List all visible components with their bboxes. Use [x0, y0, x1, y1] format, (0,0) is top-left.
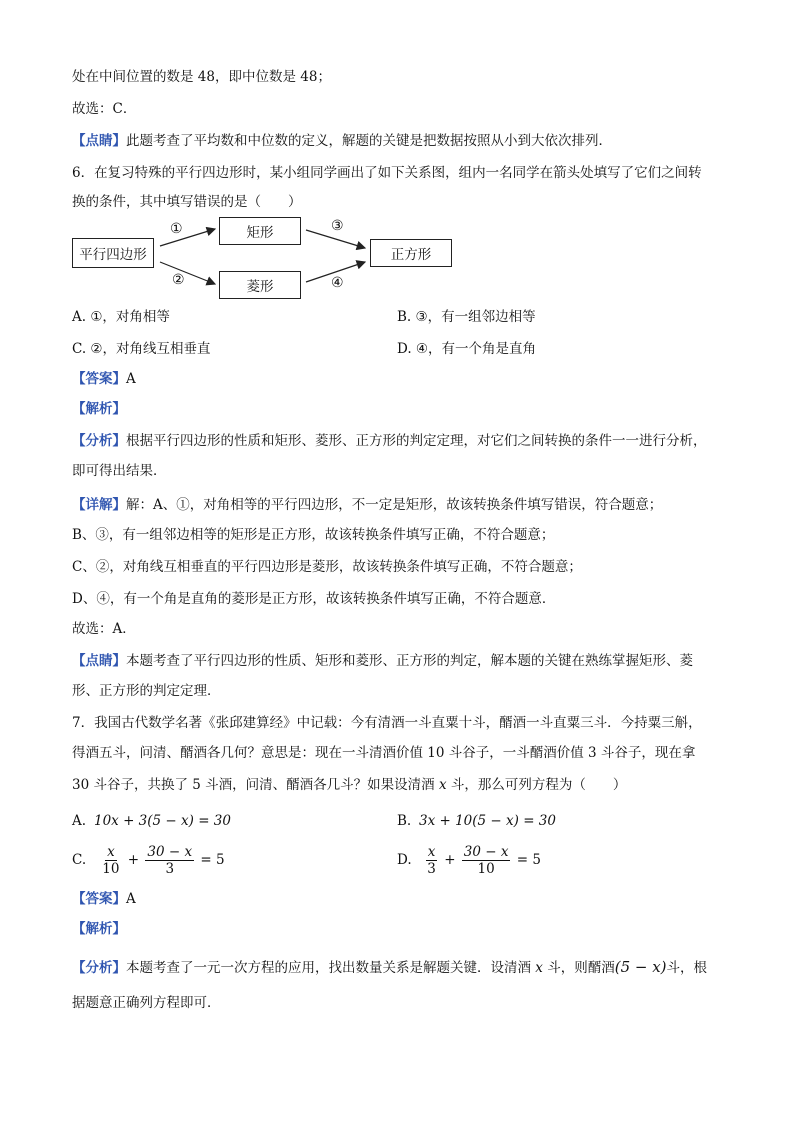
plus-sign: + [444, 852, 456, 868]
fraction [462, 844, 511, 877]
option-expr: 10x + 3(5 − x) = 30 [94, 813, 231, 829]
option-c: C. ②，对角线互相垂直 [72, 341, 211, 357]
q7-stem-line [72, 776, 626, 794]
dianjing-tag: 【点睛】 [72, 133, 126, 149]
dianjing-text: 本题考查了平行四边形的性质、矩形和菱形、正方形的判定，解本题的关键在熟练掌握矩形、菱 [126, 653, 693, 669]
fenxi-text: 本题考查了一元一次方程的应用，找出数量关系是解题关键．设清酒 [126, 960, 536, 976]
q7-option-c [72, 842, 225, 878]
arrow-2 [160, 262, 215, 284]
q7-stem-line: 7．我国古代数学名著《张邱建算经》中记载：今有清酒一斗直粟十斗，醑酒一斗直粟三斗．今持粟三斛， [72, 715, 702, 731]
answer-tag: 【答案】 [72, 891, 126, 907]
fenxi-line [72, 432, 707, 450]
q6-stem-line: 换的条件，其中填写错误的是（ ） [72, 194, 302, 210]
relation-diagram [0, 0, 794, 310]
dianjing-line [72, 652, 693, 670]
answer-value: A [126, 891, 136, 907]
q7-option-b [397, 812, 556, 830]
arrow-label-2: ② [172, 272, 185, 288]
q7-option-a [72, 812, 231, 830]
q7-stem-line: 得酒五斗，问清、醑酒各几何？意思是：现在一斗清酒价值 10 斗谷子，一斗醑酒价值 3 斗谷子，现在拿 [72, 745, 696, 761]
rhs: = 5 [516, 852, 541, 868]
fraction [425, 844, 438, 877]
numerator: 30 − x [463, 844, 509, 860]
option-a: A. ①，对角相等 [72, 309, 170, 325]
denominator: 3 [165, 861, 175, 877]
stem-var: x [438, 777, 447, 793]
xiangjie-line: C、②，对角线互相垂直的平行四边形是菱形，故该转换条件填写正确，不符合题意； [72, 559, 582, 575]
analysis-tag: 【解析】 [72, 401, 126, 417]
rhs: = 5 [200, 852, 225, 868]
fenxi-tag: 【分析】 [72, 433, 126, 449]
xiangjie-line: D、④，有一个角是直角的菱形是正方形，故该转换条件填写正确，不符合题意． [72, 591, 556, 607]
fraction [100, 844, 121, 877]
q6-stem-line: 6．在复习特殊的平行四边形时，某小组同学画出了如下关系图，组内一名同学在箭头处填写了它们之间转 [72, 165, 702, 181]
numerator: 30 − x [147, 844, 193, 860]
text-line: 故选：C． [72, 101, 137, 117]
answer-line [72, 890, 136, 908]
node-rectangle: 矩形 [219, 217, 301, 245]
numerator: x [427, 844, 436, 860]
node-rhombus: 菱形 [219, 271, 301, 299]
option-letter: A. [72, 813, 87, 829]
analysis-tag: 【解析】 [72, 921, 126, 937]
diagram-arrows [0, 0, 794, 310]
denominator: 10 [102, 861, 120, 877]
choose-line: 故选：A． [72, 621, 136, 637]
fenxi-text: 斗，则醑酒 [542, 960, 615, 976]
text-line: 处在中间位置的数是 48，即中位数是 48； [72, 69, 331, 85]
q7-option-d [397, 842, 541, 878]
option-letter: C. [72, 852, 87, 868]
arrow-label-4: ④ [331, 275, 344, 291]
fenxi-expr: (5 − x) [614, 958, 667, 976]
fenxi-line: 即可得出结果． [72, 463, 167, 479]
plus-sign: + [127, 852, 140, 868]
fenxi-text: 根据平行四边形的性质和矩形、菱形、正方形的判定定理，对它们之间转换的条件一一进行分析， [126, 433, 707, 449]
answer-tag: 【答案】 [72, 371, 126, 387]
option-letter: B. [397, 813, 412, 829]
fenxi-tag: 【分析】 [72, 960, 126, 976]
denominator: 3 [427, 861, 436, 877]
answer-value: A [126, 371, 136, 387]
option-letter: D. [397, 852, 412, 868]
node-parallelogram: 平行四边形 [72, 238, 154, 268]
dianjing-line: 形、正方形的判定定理． [72, 683, 221, 699]
option-expr: 3x + 10(5 − x) = 30 [419, 813, 556, 829]
option-b: B. ③，有一组邻边相等 [397, 309, 536, 325]
xiangjie-line [72, 496, 662, 514]
fenxi-line [72, 958, 707, 977]
denominator: 10 [477, 861, 495, 877]
answer-line [72, 370, 136, 388]
fenxi-line: 据题意正确列方程即可． [72, 995, 221, 1011]
arrow-label-1: ① [170, 221, 183, 237]
arrow-label-3: ③ [331, 218, 344, 234]
dianjing-tag: 【点睛】 [72, 653, 126, 669]
xiangjie-line: B、③，有一组邻边相等的矩形是正方形，故该转换条件填写正确，不符合题意； [72, 527, 555, 543]
numerator: x [107, 844, 115, 860]
fenxi-text: 斗，根 [666, 960, 708, 976]
analysis-line [72, 400, 126, 418]
stem-text: 30 斗谷子，共换了 5 斗酒，问清、醑酒各几斗？如果设清酒 [72, 777, 439, 793]
xiangjie-tag: 【详解】 [72, 497, 126, 513]
fraction [145, 844, 194, 877]
dianjing-text: 此题考查了平均数和中位数的定义，解题的关键是把数据按照从小到大依次排列． [126, 133, 612, 149]
option-d: D. ④，有一个角是直角 [397, 341, 537, 357]
xiangjie-text: 解：A、①，对角相等的平行四边形，不一定是矩形，故该转换条件填写错误，符合题意； [126, 497, 663, 513]
node-square: 正方形 [370, 239, 452, 267]
analysis-line [72, 920, 126, 938]
fenxi-var: x [535, 960, 543, 976]
stem-text: 斗，那么可列方程为（ ） [446, 777, 627, 793]
arrow-1 [160, 229, 215, 246]
